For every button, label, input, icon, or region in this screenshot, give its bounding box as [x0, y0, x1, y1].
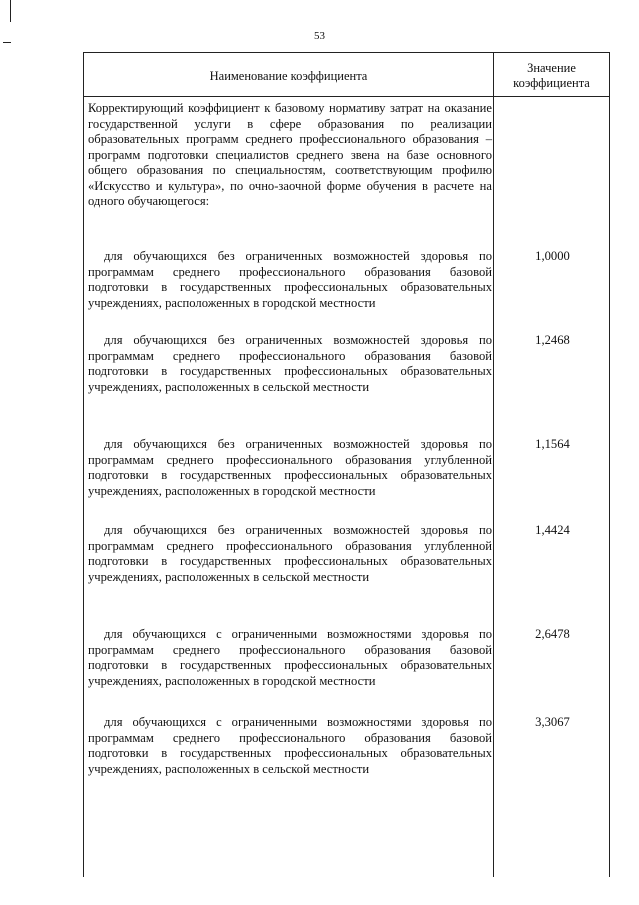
table-header: [83, 52, 610, 97]
row-description: для обучающихся без ограниченных возможностей здоровья по программам среднего профессионального образования базовой подготовки в государственных профессиональных образовательных учреждениях, расположенных в сельской местности: [88, 333, 492, 394]
row-description: для обучающихся без ограниченных возможностей здоровья по программам среднего профессионального образования углубленной подготовки в государственных профессиональных образовательных учреждениях, расположенных в городской местности: [88, 437, 492, 498]
column-divider: [493, 97, 494, 877]
row-description: для обучающихся с ограниченными возможностями здоровья по программам среднего профессионального образования базовой подготовки в государственных профессиональных образовательных учреждениях, расположенных в городской местности: [88, 627, 492, 688]
header-value-line2: коэффициента: [513, 75, 590, 90]
coefficient-table: [83, 52, 610, 877]
header-value-line1: Значение: [527, 60, 576, 75]
row-description: для обучающихся с ограниченными возможностями здоровья по программам среднего профессионального образования базовой подготовки в государственных профессиональных образовательных учреждениях, расположенных в сельской местности: [88, 715, 492, 776]
row-description: для обучающихся без ограниченных возможностей здоровья по программам среднего профессионального образования углубленной подготовки в государственных профессиональных образовательных учреждениях, расположенных в сельской местности: [88, 523, 492, 584]
header-value-cell: [494, 53, 609, 96]
header-name-cell: Наименование коэффициента: [84, 53, 494, 96]
row-value: 1,1564: [535, 437, 570, 451]
scan-mark-dash: [3, 42, 11, 43]
scan-mark-top: [10, 0, 11, 22]
row-value: 1,4424: [535, 523, 570, 537]
row-value: 3,3067: [535, 715, 570, 729]
intro-text: Корректирующий коэффициент к базовому нормативу затрат на оказание государственной услуги в сфере образования по реализации образовательных программ среднего профессионального образования – программ подготовки специалистов среднего звена на базе основного общего образования по специальностям, соответствующим профилю «Искусство и культура», по очно-заочной форме обучения в расчете на одного обучающегося:: [88, 101, 492, 208]
row-value: 1,2468: [535, 333, 570, 347]
row-value: 2,6478: [535, 627, 570, 641]
page-number: 53: [314, 30, 325, 42]
row-value: 1,0000: [535, 249, 570, 263]
row-description: для обучающихся без ограниченных возможностей здоровья по программам среднего профессионального образования базовой подготовки в государственных профессиональных образовательных учреждениях, расположенных в городской местности: [88, 249, 492, 310]
table-body: [83, 97, 610, 877]
